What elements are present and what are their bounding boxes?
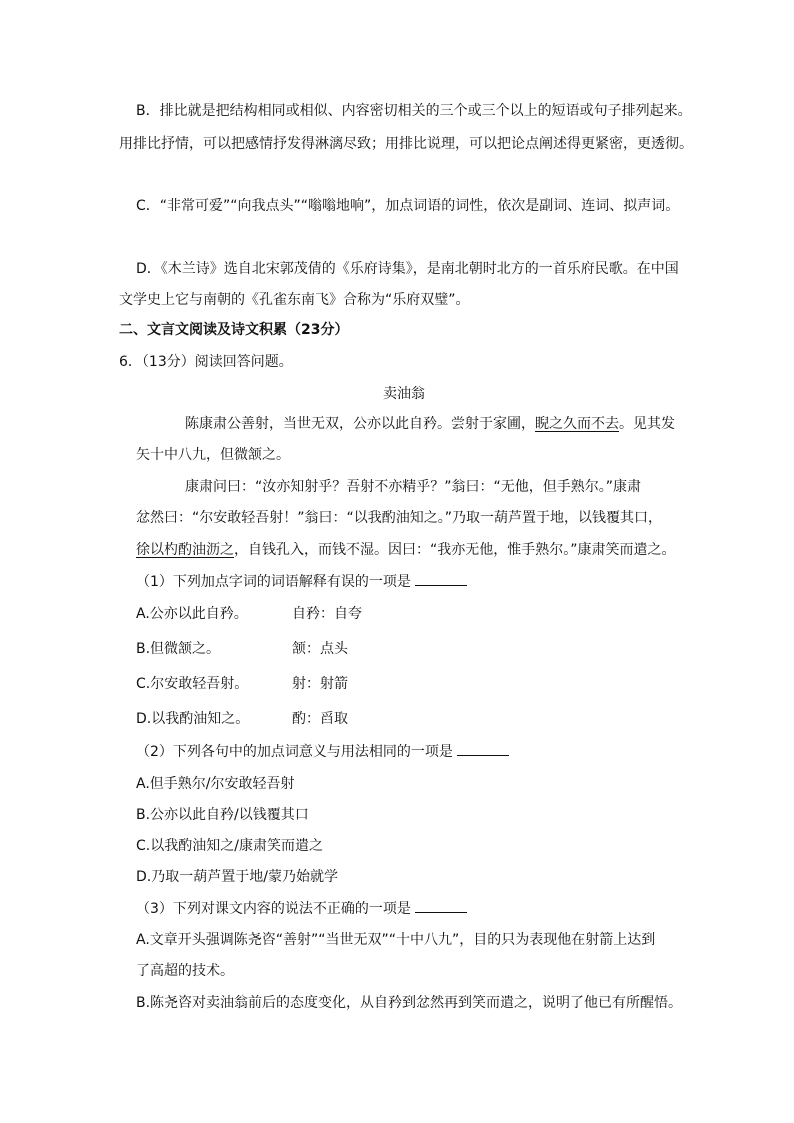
sub3-option-a-line2: 了高超的技术。 [136, 963, 234, 979]
option-d-line2: 文学史上它与南朝的《孔雀东南飞》合称为“乐府双璧”。 [119, 292, 470, 308]
sub3-stem: （3）下列对课文内容的说法不正确的一项是 [136, 899, 467, 919]
sub1-option-c-right: 射：射箭 [292, 676, 348, 692]
sub1-stem: （1）下列加点字词的词语解释有误的一项是 [136, 572, 467, 592]
sub1-option-b-left: B.但微颔之。 [136, 641, 221, 657]
underlined-phrase: 睨之久而不去 [535, 416, 619, 432]
passage-text: 。见其发 [619, 416, 675, 432]
option-b-line1: B．排比就是把结构相同或相似、内容密切相关的三个或三个以上的短语或句子排列起来。 [136, 103, 692, 119]
passage-p2-line3 [136, 540, 676, 560]
passage-text: ，自钱孔入，而钱不湿。因曰：“我亦无他，惟手熟尔。”康肃笑而遣之。 [234, 542, 676, 558]
answer-blank [415, 899, 467, 913]
sub2-option-c: C.以我酌油知之/康肃笑而遣之 [136, 838, 323, 854]
passage-p2-line2: 忿然曰：“尔安敢轻吾射！”翁曰：“以我酌油知之。”乃取一葫芦置于地，以钱覆其口， [136, 510, 663, 526]
option-d-line1: D．《木兰诗》选自北宋郭茂倩的《乐府诗集》，是南北朝时北方的一首乐府民歌。在中国 [136, 261, 679, 277]
sub1-option-a-right: 自矜：自夸 [292, 606, 362, 622]
sub3-option-a-line1: A.文章开头强调陈尧咨“善射”“当世无双”“十中八九”，目的只为表现他在射箭上达到 [136, 932, 656, 948]
sub1-option-b-right: 颔：点头 [292, 641, 348, 657]
passage-p1-line1 [185, 414, 675, 434]
passage-title: 卖油翁 [383, 386, 425, 402]
option-c-line1: C．“非常可爱”“向我点头”“嗡嗡地响”，加点词语的词性，依次是副词、连词、拟声词。 [136, 198, 680, 214]
sub2-option-a: A.但手熟尔/尔安敢轻吾射 [136, 776, 295, 792]
sub1-option-a-left: A.公亦以此自矜。 [136, 606, 248, 622]
option-b-line2: 用排比抒情，可以把感情抒发得淋漓尽致；用排比说理，可以把论点阐述得更紧密，更透彻。 [119, 136, 693, 152]
sub3-option-b-line1: B.陈尧咨对卖油翁前后的态度变化，从自矜到忿然再到笑而遣之，说明了他已有所醒悟。 [136, 995, 683, 1011]
sub1-option-c-left: C.尔安敢轻吾射。 [136, 676, 249, 692]
answer-blank [415, 572, 467, 586]
sub1-option-d-right: 酌：舀取 [292, 711, 348, 727]
sub2-option-b: B.公亦以此自矜/以钱覆其口 [136, 807, 309, 823]
sub2-option-d: D.乃取一葫芦置于地/蒙乃始就学 [136, 869, 338, 885]
sub1-option-d-left: D.以我酌油知之。 [136, 711, 250, 727]
answer-blank [457, 742, 509, 756]
passage-text: 陈康肃公善射，当世无双，公亦以此自矜。尝射于家圃， [185, 416, 535, 432]
passage-p1-line2: 矢十中八九，但微颔之。 [136, 447, 290, 463]
passage-p2-line1: 康肃问曰：“汝亦知射乎？吾射不亦精乎？”翁曰：“无他，但手熟尔。”康肃 [185, 479, 642, 495]
section-heading: 二、文言文阅读及诗文积累（23分） [119, 322, 349, 338]
sub2-stem: （2）下列各句中的加点词意义与用法相同的一项是 [136, 742, 509, 762]
underlined-phrase: 徐以杓酌油沥之 [136, 542, 234, 558]
question-stem: 6．（13分）阅读回答问题。 [119, 354, 293, 370]
